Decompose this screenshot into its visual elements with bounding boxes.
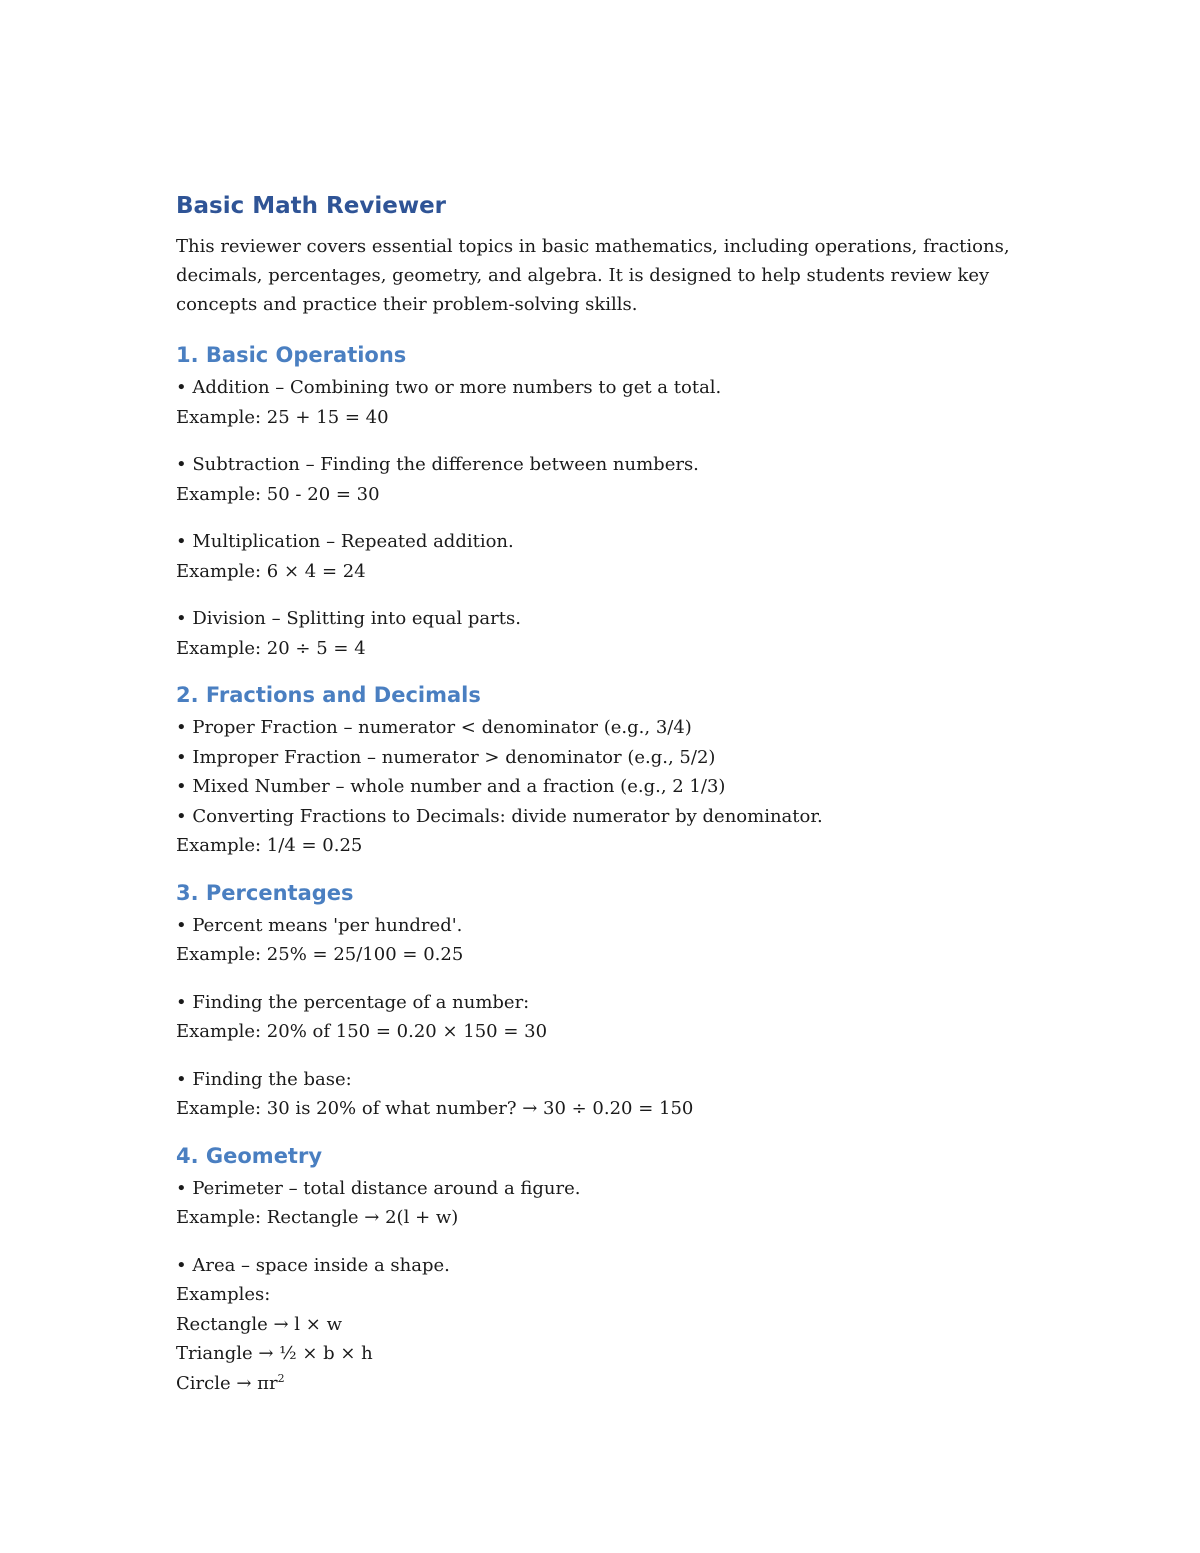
section-fractions-decimals [176, 681, 1056, 861]
intro-paragraph: This reviewer covers essential topics in basic mathematics, including operations, fractions, decimals, percentages, geometry, and algebra. It is designed to help students review key concepts and practice their problem-solving skills. [176, 236, 1010, 315]
exponent: 2 [277, 1371, 285, 1385]
bullet-line: • Area – space inside a shape. [176, 1254, 450, 1276]
topic-block [176, 713, 1056, 861]
example-line: Example: 30 is 20% of what number? → 30 ÷ 0.20 = 150 [176, 1098, 694, 1119]
section-heading: 1. Basic Operations [176, 343, 407, 367]
bullet-line: • Converting Fractions to Decimals: divide numerator by denominator. [176, 805, 823, 827]
example-line: Examples: [176, 1284, 271, 1305]
formula-line: Rectangle → l × w [176, 1313, 342, 1335]
topic-block [176, 373, 1056, 432]
bullet-line: • Percent means 'per hundred'. [176, 914, 463, 936]
example-line: Example: 6 × 4 = 24 [176, 560, 366, 582]
topic-block [176, 911, 1056, 970]
topic-block [176, 988, 1056, 1047]
example-line: Example: 25 + 15 = 40 [176, 406, 389, 428]
topic-block [176, 1251, 1056, 1399]
example-line: Example: 20 ÷ 5 = 4 [176, 637, 366, 659]
bullet-line: • Perimeter – total distance around a figure. [176, 1177, 581, 1199]
bullet-line: • Subtraction – Finding the difference between numbers. [176, 454, 699, 475]
topic-block [176, 527, 1056, 586]
section-heading: 2. Fractions and Decimals [176, 683, 481, 707]
formula-line-circle [176, 1369, 1056, 1399]
section-heading: 4. Geometry [176, 1143, 323, 1168]
bullet-line: • Finding the base: [176, 1068, 352, 1090]
bullet-line: • Multiplication – Repeated addition. [176, 531, 514, 552]
section-basic-operations [176, 341, 1056, 663]
topic-block [176, 1065, 1056, 1124]
example-line: Example: 50 - 20 = 30 [176, 483, 380, 505]
section-percentages [176, 879, 1056, 1124]
bullet-line: • Improper Fraction – numerator > denominator (e.g., 5/2) [176, 746, 716, 768]
bullet-line: • Proper Fraction – numerator < denominator (e.g., 3/4) [176, 717, 692, 738]
example-line: Example: 1/4 = 0.25 [176, 835, 363, 856]
formula-line: Triangle → ½ × b × h [176, 1343, 373, 1364]
section-heading: 3. Percentages [176, 880, 354, 905]
circle-formula-text: Circle → πr [176, 1372, 278, 1394]
example-line: Example: 25% = 25/100 = 0.25 [176, 944, 464, 965]
bullet-line: • Division – Splitting into equal parts. [176, 608, 521, 629]
topic-block [176, 450, 1056, 509]
example-line: Example: Rectangle → 2(l + w) [176, 1207, 459, 1228]
document-title: Basic Math Reviewer [176, 193, 447, 219]
bullet-line: • Mixed Number – whole number and a fraction (e.g., 2 1/3) [176, 776, 726, 797]
document-page [176, 192, 1056, 1416]
topic-block [176, 1174, 1056, 1233]
topic-block [176, 604, 1056, 663]
bullet-line: • Addition – Combining two or more numbers to get a total. [176, 377, 722, 398]
section-geometry [176, 1142, 1056, 1399]
bullet-line: • Finding the percentage of a number: [176, 991, 530, 1013]
example-line: Example: 20% of 150 = 0.20 × 150 = 30 [176, 1021, 548, 1042]
